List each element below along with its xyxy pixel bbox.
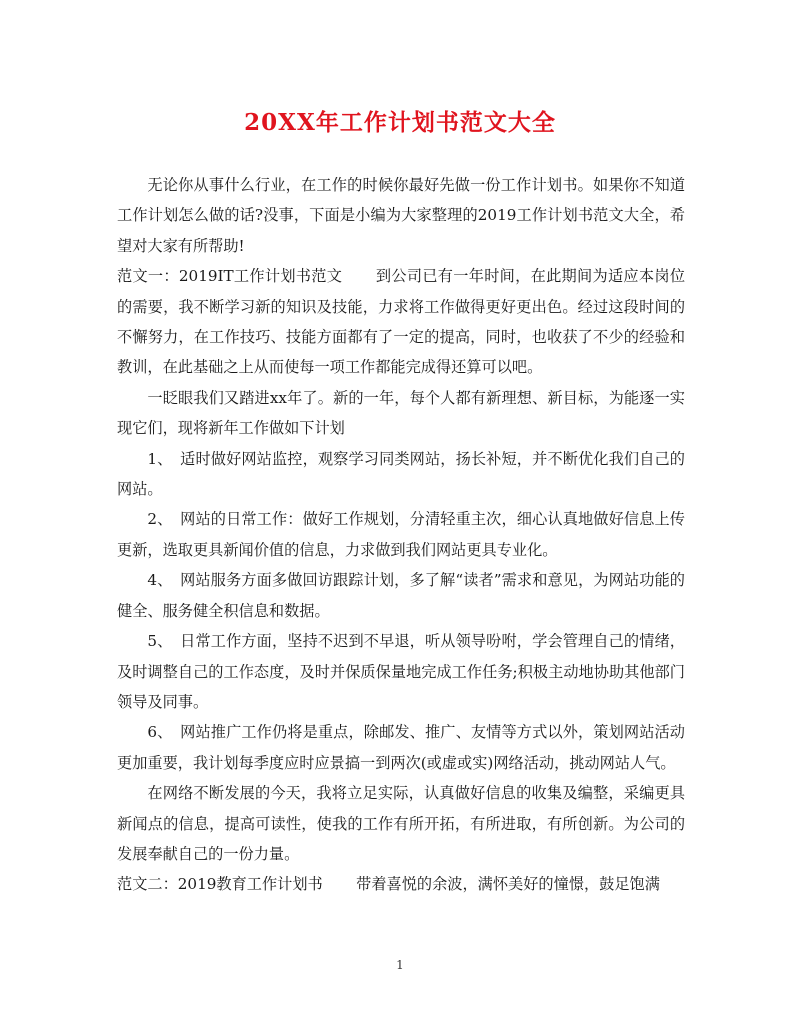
sample-two-label: 范文二：2019教育工作计划书: [117, 875, 323, 894]
page-number: 1: [396, 958, 404, 972]
intro-paragraph: 无论你从事什么行业，在工作的时候你最好先做一份工作计划书。如果你不知道工作计划怎么做的话?没事，下面是小编为大家整理的2019工作计划书范文大全，希望对大家有所帮助!: [117, 176, 685, 255]
sample-one-paragraph: [117, 261, 685, 383]
document-body: [117, 170, 685, 900]
plan-item-2: 2、 网站的日常工作：做好工作规划，分清轻重主次，细心认真地做好信息上传更新，选取更具新闻价值的信息，力求做到我们网站更具专业化。: [117, 510, 685, 559]
document-title: 20XX年工作计划书范文大全: [244, 109, 556, 136]
new-year-paragraph: 一眨眼我们又踏进xx年了。新的一年，每个人都有新理想、新目标，为能逐一实现它们，现将新年工作做如下计划: [117, 388, 685, 438]
closing-paragraph: 在网络不断发展的今天，我将立足实际，认真做好信息的收集及编整，采编更具新闻点的信息，提高可读性，使我的工作有所开拓，有所进取，有所创新。为公司的发展奉献自己的一份力量。: [117, 784, 685, 863]
plan-item-1: 1、 适时做好网站监控，观察学习同类网站，扬长补短，并不断优化我们自己的网站。: [117, 449, 685, 499]
sample-two-paragraph: [117, 869, 685, 899]
plan-item-4: 4、 网站服务方面多做回访跟踪计划，多了解“读者”需求和意见，为网站功能的健全、服务健全积信息和数据。: [117, 571, 685, 620]
sample-one-text: 到公司已有一年时间，在此期间为适应本岗位的需要，我不断学习新的知识及技能，力求将工作做得更好更出色。经过这段时间的不懈努力，在工作技巧、技能方面都有了一定的提高，同时，也收获了不少的经验和教训，在此基础之上从而使每一项工作都能完成得还算可以吧。: [117, 267, 686, 377]
sample-one-label: 范文一：2019IT工作计划书范文: [117, 267, 343, 286]
plan-item-5: 5、 日常工作方面，坚持不迟到不早退，听从领导吩咐，学会管理自己的情绪，及时调整自己的工作态度，及时并保质保量地完成工作任务;积极主动地协助其他部门领导及同事。: [117, 632, 685, 711]
sample-two-text: 带着喜悦的余波，满怀美好的憧憬，鼓足饱满: [356, 875, 660, 894]
plan-item-6: 6、 网站推广工作仍将是重点，除邮发、推广、友情等方式以外，策划网站活动更加重要，我计划每季度应时应景搞一到两次(或虚或实)网络活动，挑动网站人气。: [117, 723, 685, 772]
